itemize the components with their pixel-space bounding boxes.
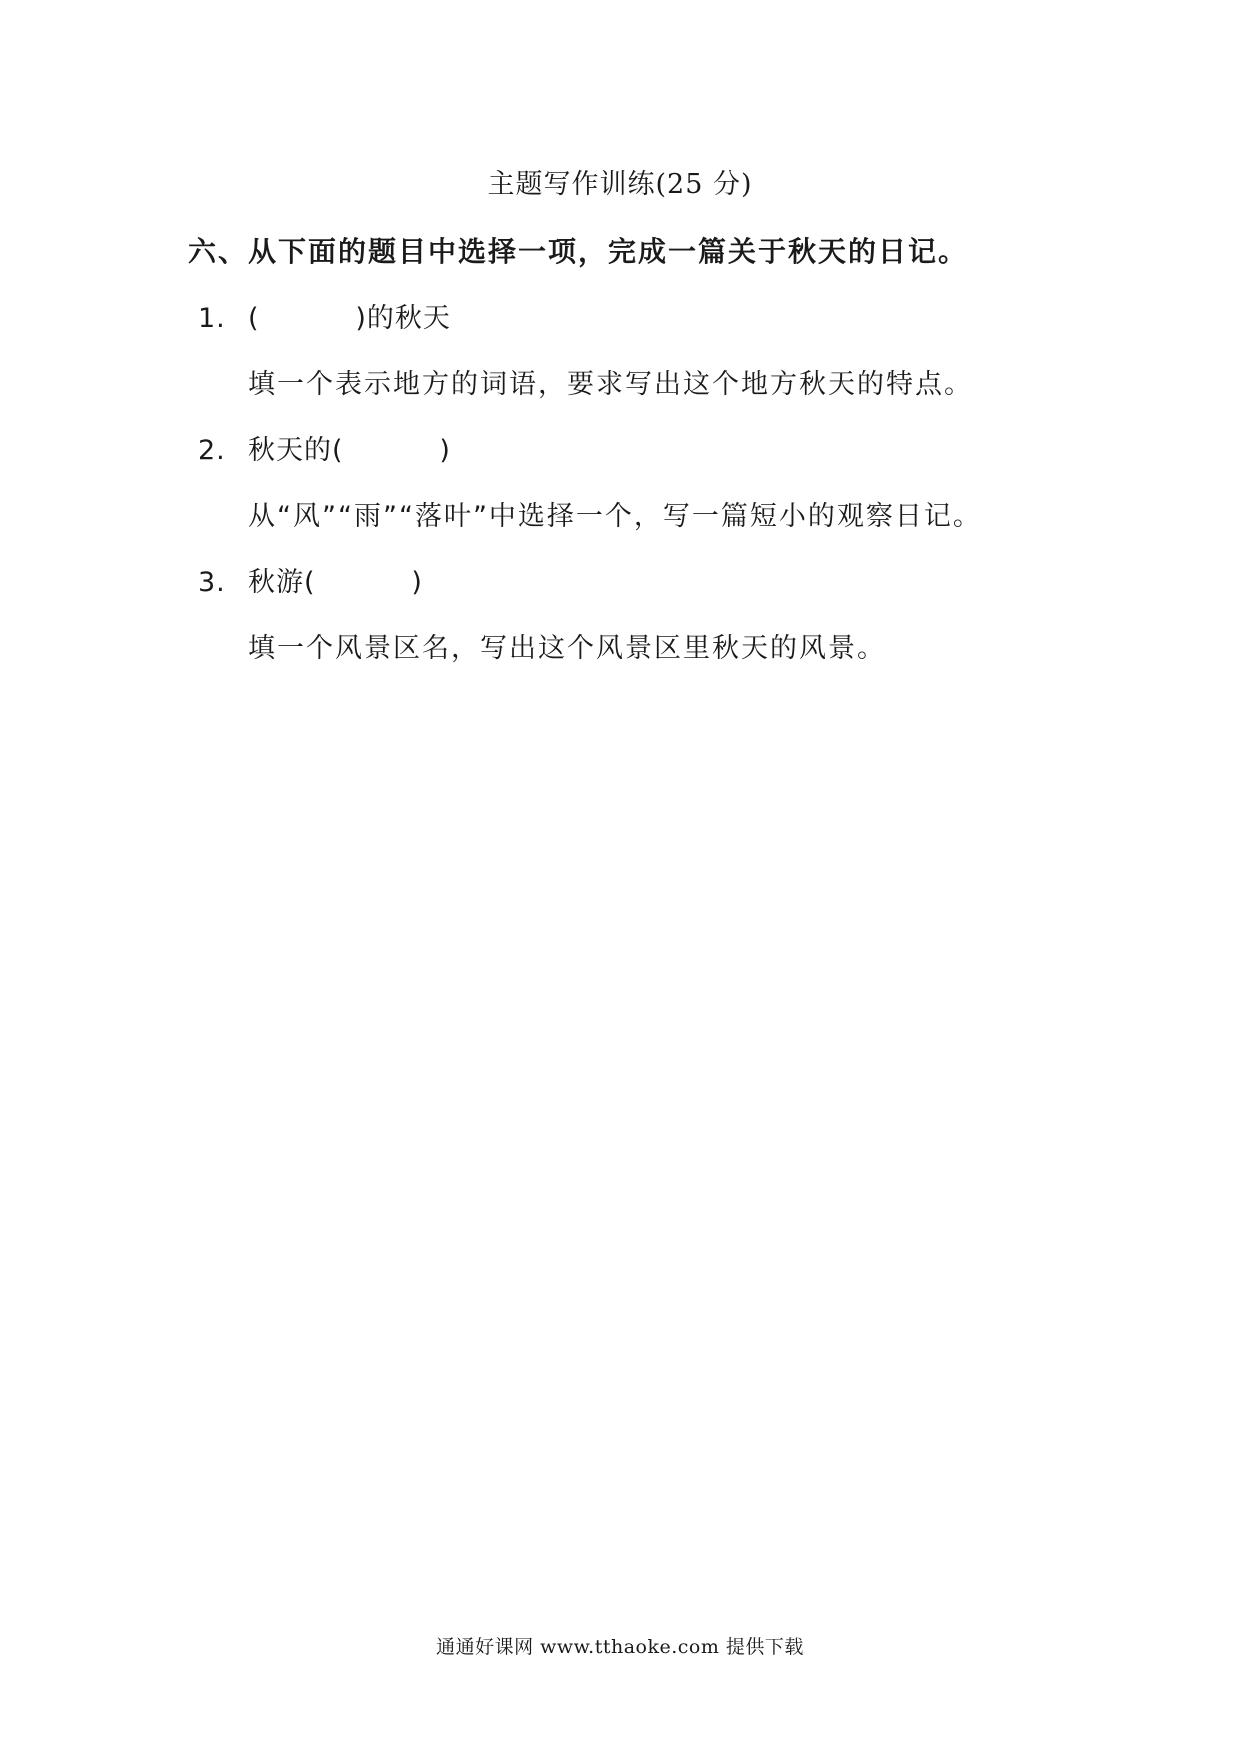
topic-description-3: 填一个风景区名，写出这个风景区里秋天的风景。	[248, 633, 886, 664]
writing-topic-1	[198, 296, 451, 335]
topic-text: 秋天的( )	[248, 435, 451, 466]
topic-text: 秋游( )	[248, 567, 423, 598]
question-heading: 六、从下面的题目中选择一项，完成一篇关于秋天的日记。	[188, 235, 969, 268]
topic-text: ( )的秋天	[248, 303, 451, 334]
item-number: 3.	[198, 567, 226, 598]
writing-topic-3	[198, 560, 423, 599]
page-title: 主题写作训练(25 分)	[487, 169, 753, 200]
writing-topic-2	[198, 428, 451, 467]
topic-description-1: 填一个表示地方的词语，要求写出这个地方秋天的特点。	[248, 369, 973, 400]
item-number: 2.	[198, 435, 226, 466]
topic-description-2: 从“风”“雨”“落叶”中选择一个，写一篇短小的观察日记。	[248, 501, 982, 532]
footer-source: 通通好课网 www.tthaoke.com 提供下载	[436, 1636, 804, 1658]
item-number: 1.	[198, 303, 226, 334]
